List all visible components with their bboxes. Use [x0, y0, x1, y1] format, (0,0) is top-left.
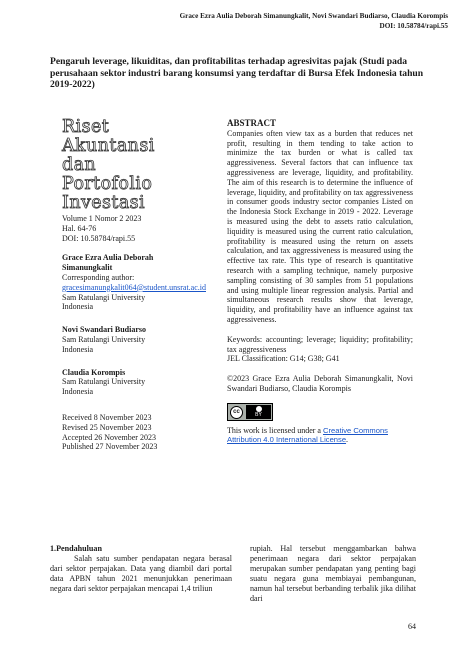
author-name: Claudia Korompis	[62, 367, 126, 377]
abstract-column	[227, 119, 413, 445]
date-received: Received 8 November 2023	[62, 412, 152, 422]
header-doi: DOI: 10.58784/rapi.55	[379, 21, 448, 30]
article-info-column	[62, 214, 222, 452]
author-country: Indonesia	[62, 344, 94, 354]
author-affiliation: Sam Ratulangi University	[62, 377, 146, 387]
attribution-label: BY	[255, 411, 262, 418]
corresponding-label: Corresponding author:	[62, 272, 135, 282]
author-email-link[interactable]: gracesimanungkalit064@student.unsrat.ac.id	[62, 282, 206, 292]
body-right-column	[250, 544, 416, 603]
journal-title-line: Portofolio	[62, 174, 153, 194]
section-heading: 1.Pendahuluan	[50, 544, 102, 553]
license-link-line1[interactable]: Creative Commons	[322, 425, 388, 435]
attribution-icon	[246, 405, 271, 419]
journal-volume: Volume 1 Nomor 2 2023	[62, 214, 142, 223]
page-number: 64	[408, 622, 416, 631]
author-name: Grace Ezra Aulia Deborah	[62, 253, 154, 263]
license-link-line2[interactable]: Attribution 4.0 International License	[227, 435, 347, 445]
author-country: Indonesia	[62, 302, 94, 312]
body-paragraph: rupiah. Hal tersebut menggambarkan bahwa penerimaan negara dari sektor perpajakan merupakan sumber pendapatan yang penting bagi suatu negara guna membiayai pembangunan, namun hal tersebut berbanding terbalik jika dilihat dari	[250, 544, 416, 603]
journal-doi: DOI: 10.58784/rapi.55	[62, 233, 136, 243]
running-header	[180, 12, 448, 31]
journal-pages: Hal. 64-76	[62, 223, 97, 233]
journal-title-line: dan	[62, 155, 97, 175]
article-title: Pengaruh leverage, likuiditas, dan profitabilitas terhadap agresivitas pajak (Studi pada perusahaan sektor industri barang konsumsi yang terdaftar di Bursa Efek Indonesia tahun 2019-2022)	[50, 56, 424, 91]
cc-by-license-badge[interactable]	[227, 403, 273, 421]
license-notice	[227, 426, 413, 446]
journal-title-line: Riset	[62, 117, 110, 137]
date-revised: Revised 25 November 2023	[62, 422, 152, 432]
body-left-column	[50, 544, 232, 594]
body-paragraph: Salah satu sumber pendapatan negara berasal dari sektor perpajakan. Data yang diambil dari portal data APBN tahun 2021 menunjukkan penerimaan negara dari sektor perpajakan mencapai 1,4 triliun	[50, 553, 232, 593]
author-name: Simanungkalit	[62, 263, 113, 273]
license-text: This work is licensed under a	[227, 425, 323, 435]
abstract-text: Companies often view tax as a burden that reduces net profit, resulting in them tending to take action to minimize the tax burden or what is called tax aggressiveness. Several factors that can influence tax aggressiveness are leverage, liquidity, and profitability. The aim of this research is to determine the influence of leverage, liquidity, and profitability on tax aggressiveness in consumer goods industry sector companies Listed on the Indonesia Stock Exchange in 2019 - 2022. Leverage is measured using the debt to assets ratio calculation, liquidity is measured using the current ratio calculation, profitability is measured using the return on assets calculation, and tax aggressiveness is measured using the effective tax rate. This type of research is quantitative research with a sampling technique, namely purposive sampling consisting of 30 samples from 51 populations and using multiple linear regression analysis. Partial and simultaneous research results show that leverage, liquidity, and profitability have an influence against tax aggressiveness.	[227, 128, 413, 324]
date-published: Published 27 November 2023	[62, 442, 158, 452]
keywords: Keywords: accounting; leverage; liquidity; profitability; tax aggressiveness	[227, 334, 413, 354]
abstract-heading: ABSTRACT	[227, 118, 277, 128]
author-affiliation: Sam Ratulangi University	[62, 334, 146, 344]
author-name: Novi Swandari Budiarso	[62, 325, 147, 335]
license-period: .	[346, 435, 349, 445]
author-country: Indonesia	[62, 387, 94, 397]
author-affiliation: Sam Ratulangi University	[62, 292, 146, 302]
journal-title-line: Akuntansi	[62, 136, 155, 156]
journal-logo-title	[62, 118, 155, 213]
copyright-notice: ©2023 Grace Ezra Aulia Deborah Simanungkalit, Novi Swandari Budiarso, Claudia Korompis	[227, 374, 413, 393]
creative-commons-icon: cc	[230, 406, 243, 419]
jel-classification: JEL Classification: G14; G38; G41	[227, 354, 340, 364]
date-accepted: Accepted 26 November 2023	[62, 432, 156, 442]
journal-title-line: Investasi	[62, 193, 146, 213]
header-authors: Grace Ezra Aulia Deborah Simanungkalit, Novi Swandari Budiarso, Claudia Korompis	[179, 12, 448, 20]
